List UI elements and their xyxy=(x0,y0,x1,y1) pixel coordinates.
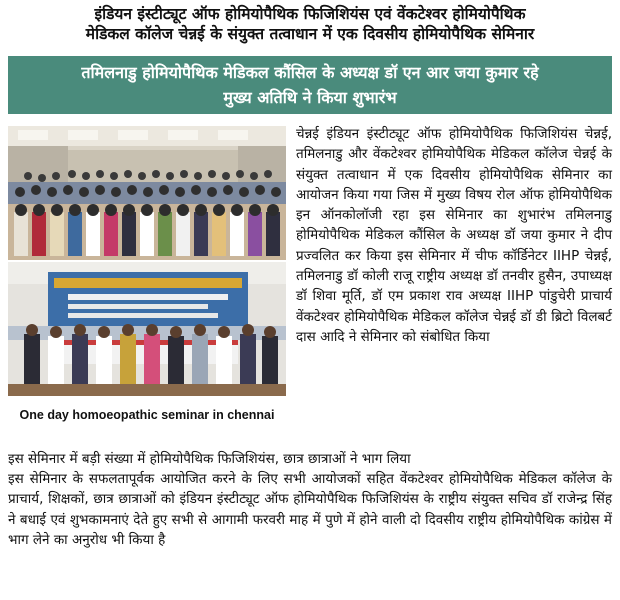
article-paragraph-3: इस सेमिनार के सफलतापूर्वक आयोजित करने के लिए सभी आयोजकों सहित वेंकटेश्वर होमियोपैथिक मेडिकल कॉलेज के प्राचार्य, शिक्षकों, छात्र छात्राओं को इंडियन इंस्टीट्यूट ऑफ होमियोपैथिक फिजिशियंस के राष्ट्रीय संयुक्त सचिव डॉ राजेन्द्र सिंह ने बधाई एवं शुभकामनाएं देते हुए सभी से आगामी फरवरी माह में पुणे में होने वाली दो दिवसीय राष्ट्रीय होमियोपैथिक कांग्रेस में भाग लेने का अनुरोध भी किया है xyxy=(8,471,612,548)
article-paragraph-2: इस सेमिनार में बड़ी संख्या में होमियोपैथिक फिजिशियंस, छात्र छात्राओं ने भाग लिया xyxy=(8,451,411,467)
photo-column xyxy=(8,126,286,430)
headline-line-1: इंडियन इंस्टीट्यूट ऑफ होमियोपैथिक फिजिशियंस एवं वेंकटेश्वर होमियोपैथिक xyxy=(94,5,526,23)
subheadline-line-1: तमिलनाडु होमियोपैथिक मेडिकल कौंसिल के अध्यक्ष डॉ एन आर जया कुमार रहे xyxy=(81,63,539,82)
headline xyxy=(0,4,620,44)
headline-line-2: मेडिकल कॉलेज चेन्नई के संयुक्त तत्वाधान में एक दिवसीय होमियोपैथिक सेमिनार xyxy=(85,25,535,43)
stage-photo xyxy=(8,262,286,396)
audience-photo xyxy=(8,126,286,260)
subheadline-line-2: मुख्य अतिथि ने किया शुभारंभ xyxy=(223,88,397,107)
photo-caption: One day homoeopathic seminar in chennai xyxy=(19,408,275,422)
subheadline-banner xyxy=(8,56,612,114)
article-paragraph-1: चेन्नई इंडियन इंस्टीट्यूट ऑफ होमियोपैथिक फिजिशियंस चेन्नई, तमिलनाडु और वेंकटेश्वर होमियोपैथिक मेडिकल कॉलेज चेन्नई के संयुक्त तत्वाधान में एक दिवसीय होमियोपैथिक सेमिनार का आयोजन किया गया जिस में मुख्य विषय रोल ऑफ होमियोपैथिक इन ऑनकोलॉजी रहा इस सेमिनार का शुभारंभ तमिलनाडु होमियोपैथिक मेडिकल कौंसिल के अध्यक्ष डॉ जया कुमार ने दीप प्रज्वलित कर किया इस सेमिनार में चीफ कॉर्डिनेटर IIHP चेन्नई, तमिलनाडु डॉ कोली राजू राष्ट्रीय अध्यक्ष डॉ तनवीर हुसैन, उपाध्यक्ष डॉ शिवा मूर्ति, डॉ एम प्रकाश राव अध्यक्ष IIHP पांडुचेरी प्राचार्य वेंकटेश्वर होमियोपैथिक मेडिकल कॉलेज चेन्नई डॉ डी ब्रिटो विलबर्ट दास आदि ने सेमिनार को संबोधित किया xyxy=(296,126,612,345)
